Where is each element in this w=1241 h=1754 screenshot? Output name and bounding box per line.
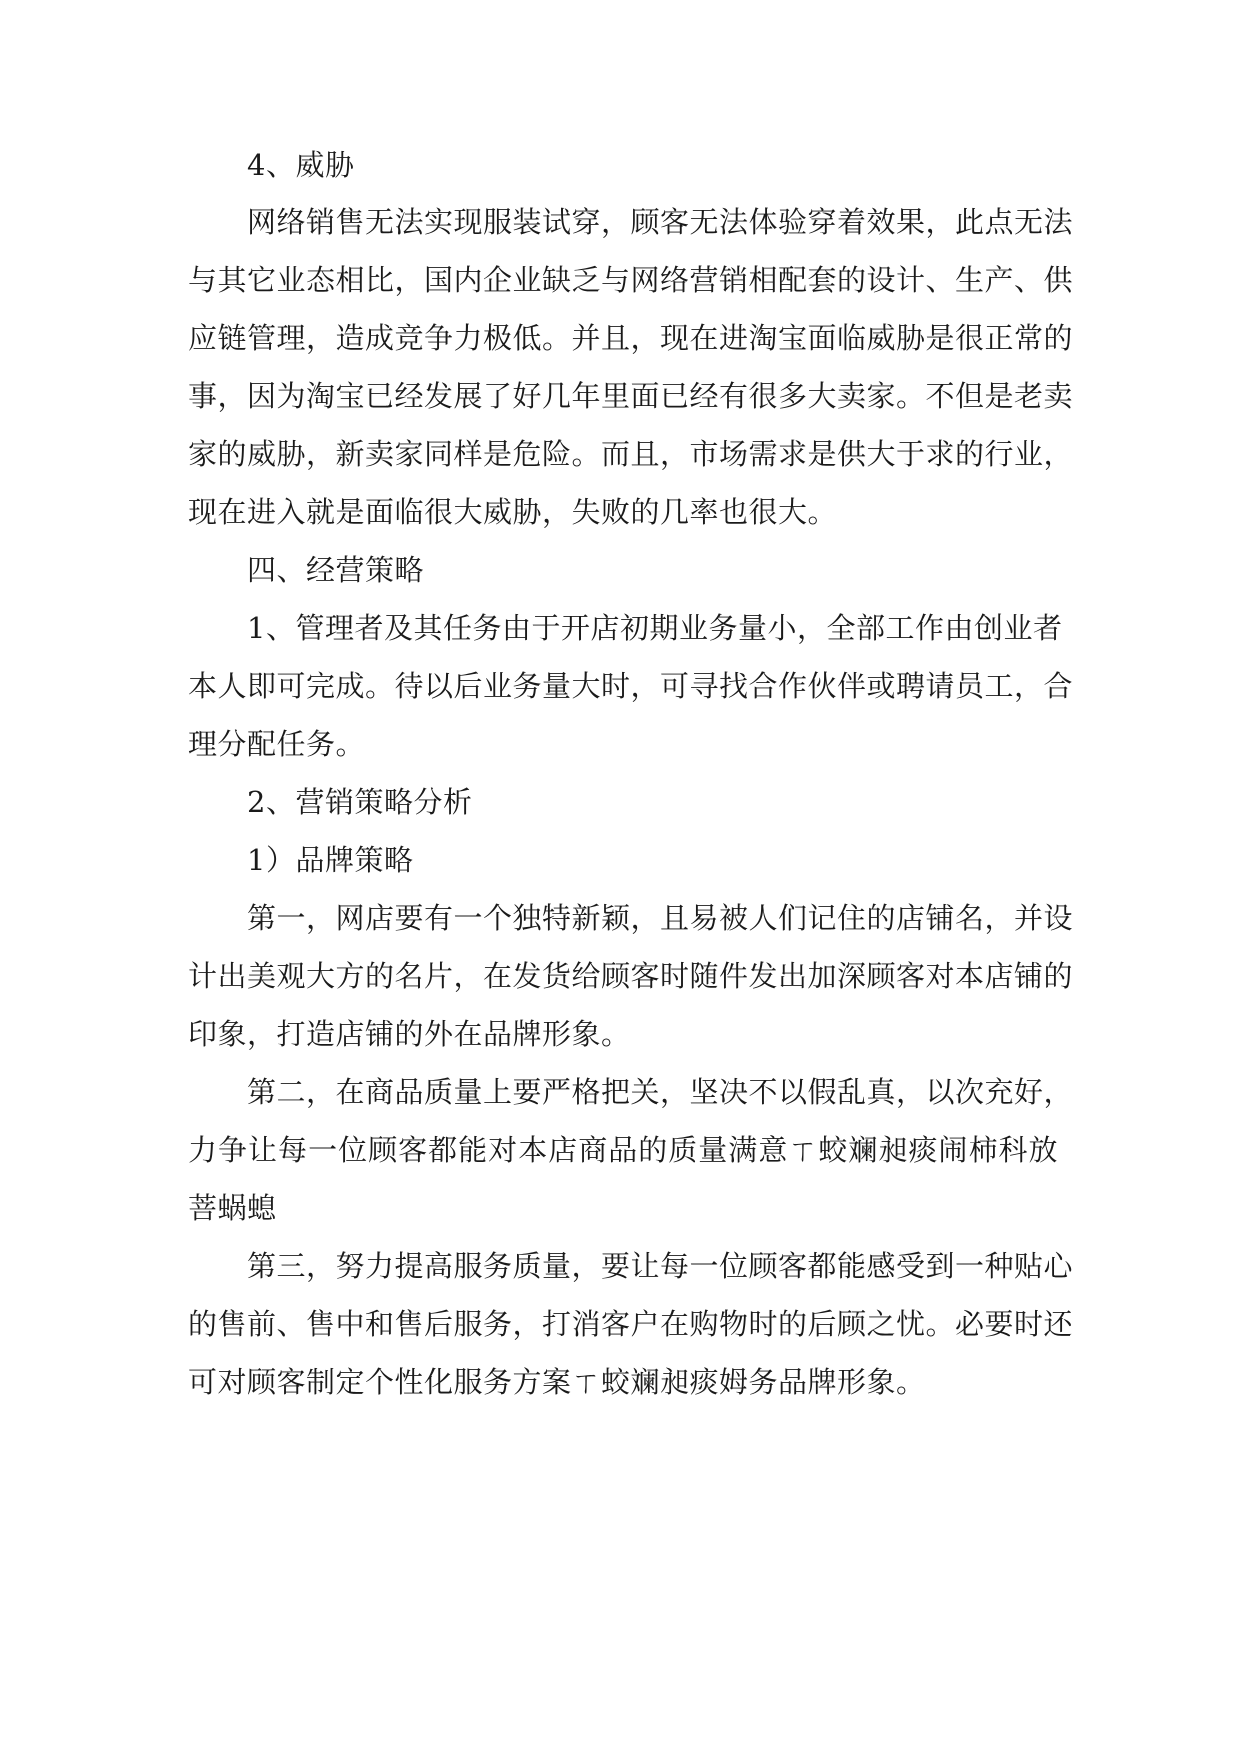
paragraph-line: 家的威胁，新卖家同样是危险。而且，市场需求是供大于求的行业，	[188, 437, 1074, 471]
paragraph-line: 现在进入就是面临很大威胁，失败的几率也很大。	[188, 495, 838, 529]
paragraph-line: 1、管理者及其任务由于开店初期业务量小，全部工作由创业者	[247, 611, 1063, 645]
paragraph-line: 菩蜗螅	[188, 1191, 277, 1225]
paragraph-line: 事，因为淘宝已经发展了好几年里面已经有很多大卖家。不但是老卖	[188, 379, 1074, 413]
heading-threat: 4、威胁	[247, 148, 355, 182]
paragraph-line: 的售前、售中和售后服务，打消客户在购物时的后顾之忧。必要时还	[188, 1307, 1074, 1341]
paragraph-line: 与其它业态相比，国内企业缺乏与网络营销相配套的设计、生产、供	[188, 263, 1074, 297]
paragraph-line: 可对顾客制定个性化服务方案ㄒ蛟斓昶痰姆务品牌形象。	[188, 1365, 926, 1399]
paragraph-line: 本人即可完成。待以后业务量大时，可寻找合作伙伴或聘请员工，合	[188, 669, 1074, 703]
paragraph-line: 网络销售无法实现服装试穿，顾客无法体验穿着效果，此点无法	[247, 205, 1074, 239]
heading-brand-strategy: 1）品牌策略	[247, 843, 414, 877]
paragraph-line: 理分配任务。	[188, 727, 366, 761]
paragraph-line: 印象，打造店铺的外在品牌形象。	[188, 1017, 631, 1051]
paragraph-line: 计出美观大方的名片，在发货给顾客时随件发出加深顾客对本店铺的	[188, 959, 1074, 993]
heading-marketing-strategy: 2、营销策略分析	[247, 785, 473, 819]
paragraph-line: 第一，网店要有一个独特新颖，且易被人们记住的店铺名，并设	[247, 901, 1074, 935]
heading-business-strategy: 四、经营策略	[247, 553, 425, 587]
paragraph-line: 第三，努力提高服务质量，要让每一位顾客都能感受到一种贴心	[247, 1249, 1074, 1283]
paragraph-line: 第二，在商品质量上要严格把关，坚决不以假乱真，以次充好，	[247, 1075, 1074, 1109]
paragraph-line: 力争让每一位顾客都能对本店商品的质量满意ㄒ蛟斓昶痰闹柿科放	[188, 1133, 1058, 1167]
paragraph-line: 应链管理，造成竞争力极低。并且，现在进淘宝面临威胁是很正常的	[188, 321, 1074, 355]
